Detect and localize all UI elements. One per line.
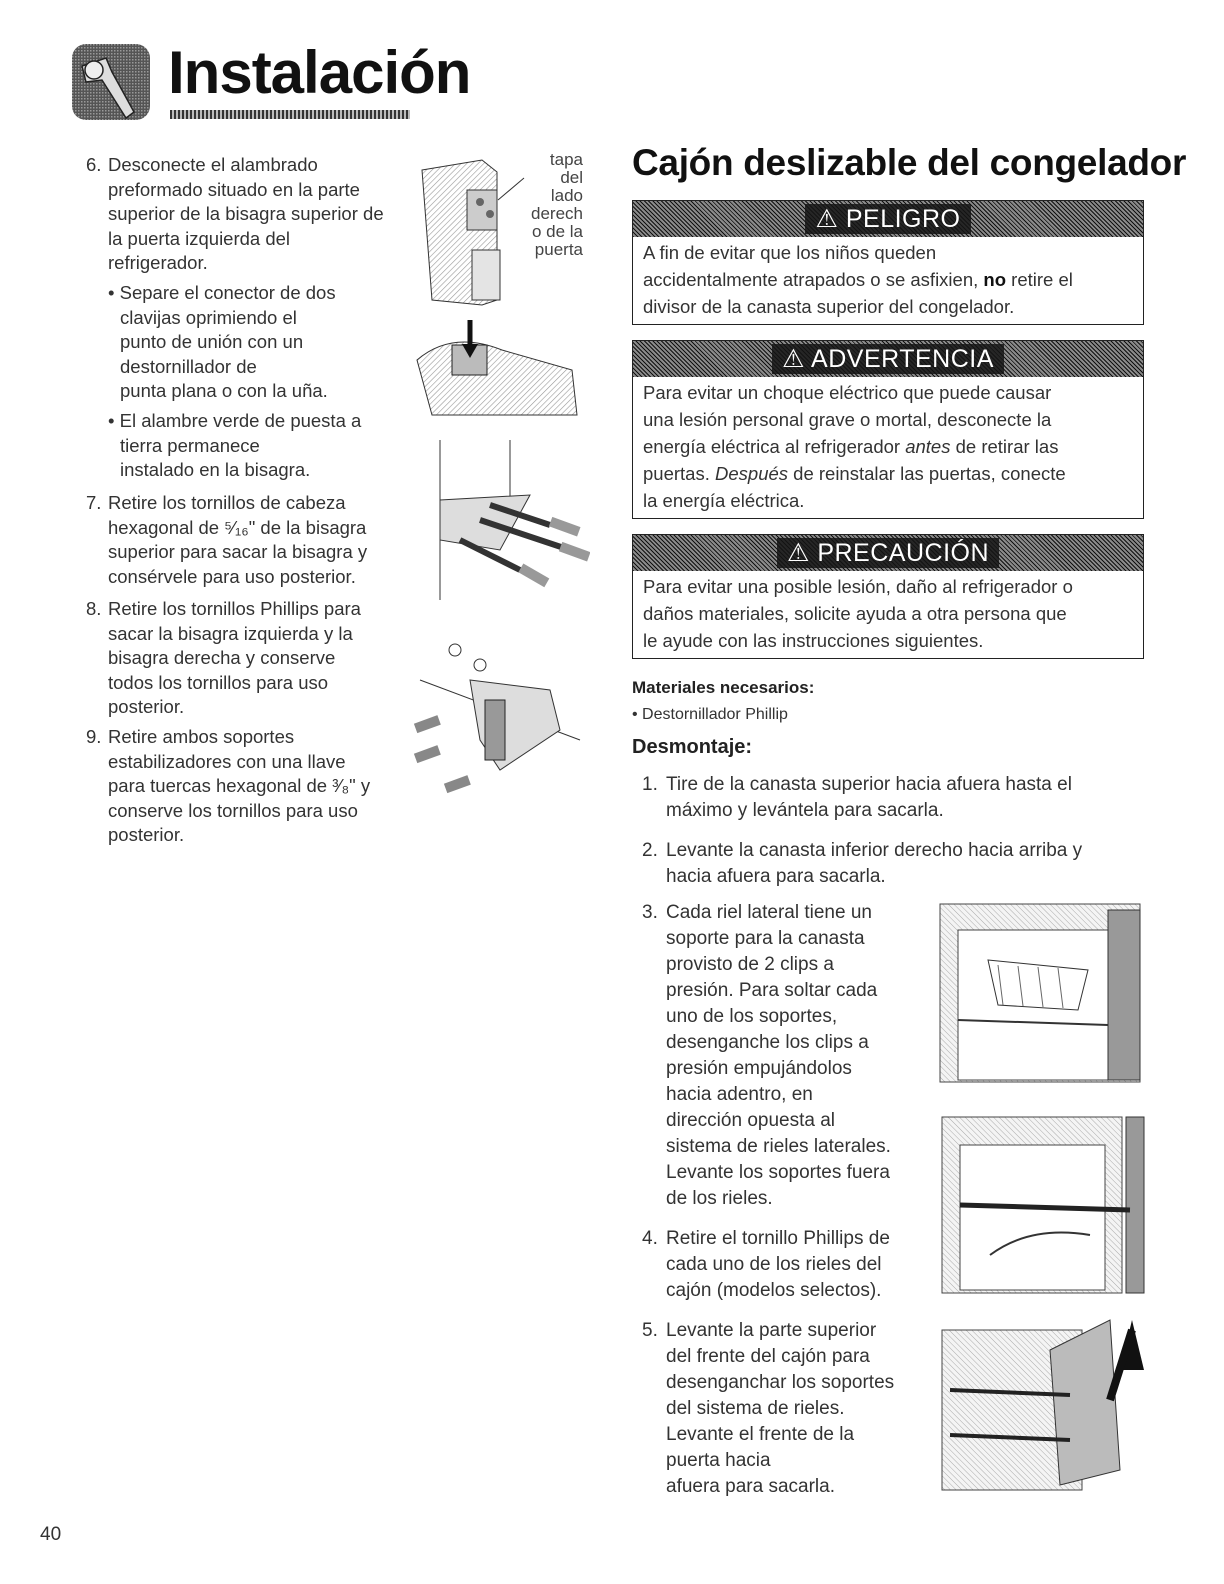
step-6-bullet-2: • El alambre verde de puesta a tierra permanece instalado en la bisagra. xyxy=(108,410,362,480)
r-step-4-number: 4. xyxy=(642,1228,658,1249)
step-8-number: 8. xyxy=(86,598,102,619)
r-step-5-number: 5. xyxy=(642,1320,658,1341)
r-step-3-number: 3. xyxy=(642,902,658,923)
hinge-cover-callout: tapa del lado derech o de la puerta xyxy=(531,150,583,259)
step-6-text: Desconecte el alambrado preformado situado en la parte superior de la bisagra superior de la puerta izquierda del refrigerador. xyxy=(108,154,384,273)
advertencia-header: ⚠ ADVERTENCIA xyxy=(633,341,1143,377)
desmontaje-heading: Desmontaje: xyxy=(632,736,753,758)
rail-support-illustration xyxy=(940,1115,1146,1295)
basket-removal-illustration xyxy=(938,900,1144,1085)
section-title: Cajón deslizable del congelador xyxy=(632,142,1187,183)
r-step-5-text: Levante la parte superior del frente del cajón para desenganchar los soportes del sistema de rieles. Levante el frente de la puerta hacia afuera para sacarla. xyxy=(666,1320,895,1497)
step-9-text: Retire ambos soportes estabilizadores con una llave para tuercas hexagonal de ³⁄₈" y conserve los tornillos para uso posterior. xyxy=(108,726,371,845)
precaucion-header: ⚠ PRECAUCIÓN xyxy=(633,535,1143,571)
bottom-hinge-illustration xyxy=(410,620,590,810)
hinge-cover-illustration xyxy=(412,150,542,310)
advertencia-box: ⚠ ADVERTENCIA Para evitar un choque eléctrico que puede causar una lesión personal grave o mortal, desconecte la energía eléctrica al refrigerador antes de retirar las puertas. Después de reinstalar las puertas, conecte la energía eléctrica. xyxy=(632,340,1144,519)
r-step-3-text: Cada riel lateral tiene un soporte para la canasta provisto de 2 clips a presión. Para soltar cada uno de los soportes, desenganche los clips a presión empujándolos hacia adentro, en dirección opuesta al sistema de rieles laterales. Levante los soportes fuera de los rieles. xyxy=(666,902,891,1209)
step-9-number: 9. xyxy=(86,726,102,747)
step-6-bullet-1: • Separe el conector de dos clavijas oprimiendo el punto de unión con un destornillador de punta plana o con la uña. xyxy=(108,282,336,401)
connector-illustration xyxy=(412,320,582,420)
top-hinge-screws-illustration xyxy=(420,440,590,600)
page-number: 40 xyxy=(40,1524,62,1545)
peligro-box: ⚠ PELIGRO A fin de evitar que los niños queden accidentalmente atrapados o se asfixien, no retire el divisor de la canasta superior del congelador. xyxy=(632,200,1144,325)
r-step-1-text: Tire de la canasta superior hacia afuera hasta el máximo y levántela para sacarla. xyxy=(666,774,1072,821)
materiales-heading: Materiales necesarios: xyxy=(632,678,815,697)
peligro-header: ⚠ PELIGRO xyxy=(633,201,1143,237)
step-7-number: 7. xyxy=(86,492,102,513)
r-step-2-number: 2. xyxy=(642,840,658,861)
materiales-item: • Destornillador Phillip xyxy=(632,706,788,723)
precaucion-box: ⚠ PRECAUCIÓN Para evitar una posible lesión, daño al refrigerador o daños materiales, solicite ayuda a otra persona que le ayude con las instrucciones siguientes. xyxy=(632,534,1144,659)
page-header-title: Instalación xyxy=(168,39,471,106)
r-step-1-number: 1. xyxy=(642,774,658,795)
wrench-icon xyxy=(72,44,150,120)
r-step-4-text: Retire el tornillo Phillips de cada uno de los rieles del cajón (modelos selectos). xyxy=(666,1228,890,1301)
step-8-text: Retire los tornillos Phillips para sacar la bisagra izquierda y la bisagra derecha y conserve todos los tornillos para uso posterior. xyxy=(108,598,361,717)
r-step-2-text: Levante la canasta inferior derecho hacia arriba y hacia afuera para sacarla. xyxy=(666,840,1083,887)
step-7-text: Retire los tornillos de cabeza hexagonal de ⁵⁄₁₆" de la bisagra superior para sacar la bisagra y consérvele para uso posterior. xyxy=(108,492,368,587)
step-6-number: 6. xyxy=(86,154,102,175)
drawer-front-removal-illustration xyxy=(940,1310,1146,1495)
header-rule xyxy=(170,110,410,119)
